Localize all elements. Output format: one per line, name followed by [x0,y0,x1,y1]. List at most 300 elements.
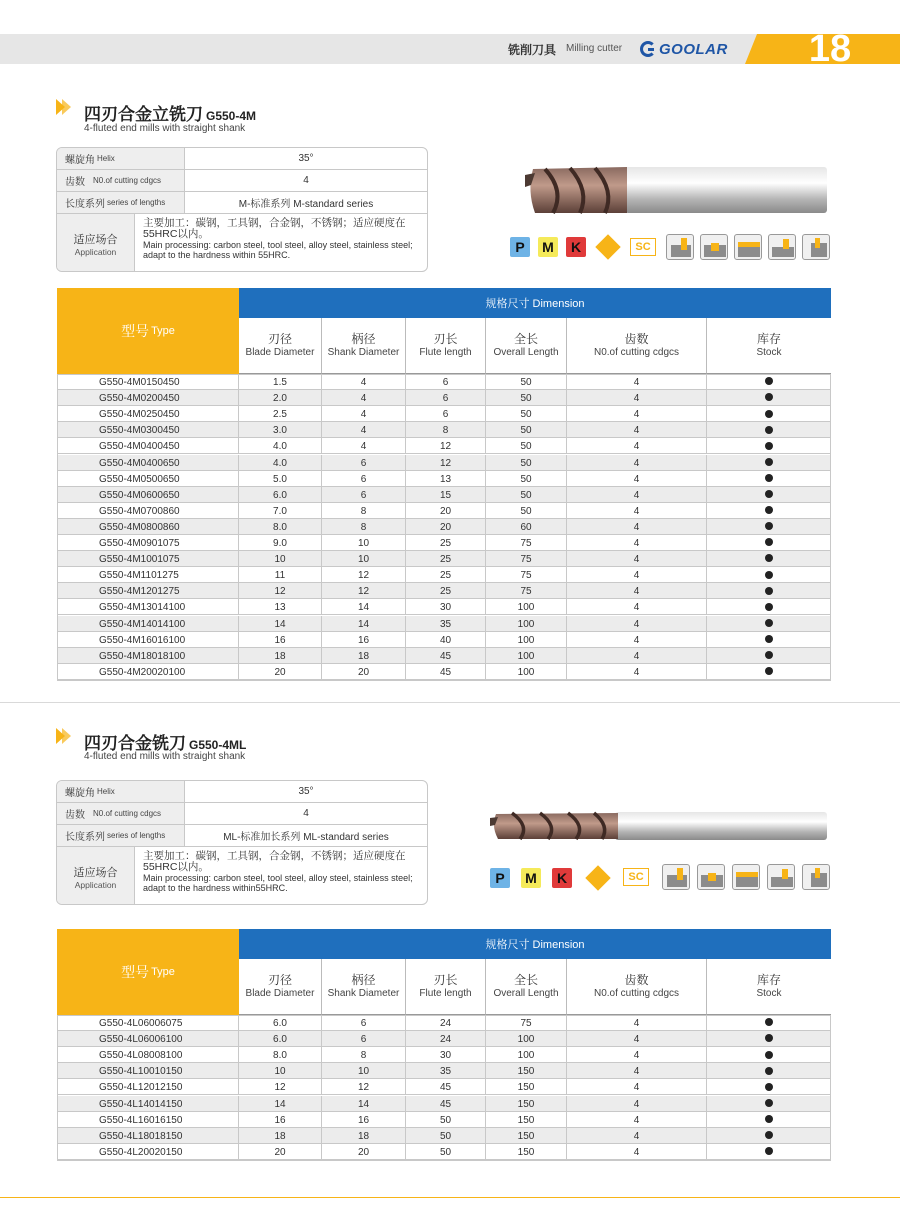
column-header-cn: 齿数 [624,973,649,987]
value-cell: 15 [406,487,486,503]
section-code: G550-4ML [189,738,247,752]
column-header [567,318,707,374]
in-stock-dot-icon [765,474,773,482]
table-row [57,1112,831,1128]
in-stock-dot-icon [765,635,773,643]
model-cell: G550-4M0150450 [57,374,239,390]
side-milling-icon [662,864,690,890]
value-cell: 75 [486,1015,567,1031]
stock-cell [707,616,831,632]
dimension-header: 规格尺寸 Dimension [239,288,831,318]
value-cell: 4 [567,664,707,680]
column-header [322,959,406,1015]
value-cell: 30 [406,599,486,615]
table-row [57,632,831,648]
value-cell: 4 [567,1015,707,1031]
value-cell: 100 [486,648,567,664]
column-header-cn: 刃径 [267,332,292,346]
column-header-en: Shank Diameter [327,988,400,999]
face-milling-icon [734,234,762,260]
in-stock-dot-icon [765,1067,773,1075]
application-label: 适应场合 [73,866,118,879]
spec-box [56,147,428,272]
value-cell: 4 [567,519,707,535]
model-cell: G550-4M1201275 [57,583,239,599]
column-header [239,959,322,1015]
section-title-cn: 四刃合金铣刀 [84,734,186,753]
in-stock-dot-icon [765,571,773,579]
value-cell: 75 [486,583,567,599]
value-cell: 11 [239,567,322,583]
spec-row-length [57,192,427,214]
value-cell: 4 [567,648,707,664]
stock-cell [707,567,831,583]
model-cell: G550-4M0800860 [57,519,239,535]
stock-cell [707,487,831,503]
model-cell: G550-4L12012150 [57,1079,239,1095]
plunge-milling-icon [802,234,830,260]
material-k-icon: K [552,868,572,888]
column-header-en: Flute length [419,347,472,358]
face-milling-icon [732,864,760,890]
value-cell: 4 [567,1128,707,1144]
application-label-en: Application [74,246,117,257]
value-cell: 75 [486,567,567,583]
application-value [135,847,427,905]
value-cell: 6 [406,406,486,422]
model-cell: G550-4M0700860 [57,503,239,519]
model-cell: G550-4M0400450 [57,438,239,454]
value-cell: 6 [406,374,486,390]
column-header-en: Blade Diameter [245,347,315,358]
column-header [406,318,486,374]
header-title-en: Milling cutter [566,43,623,54]
value-cell: 14 [322,1096,406,1112]
flutes-label: 齿数 [65,810,85,821]
table-row [57,1144,831,1160]
table-row [57,648,831,664]
flutes-value: 4 [303,175,309,186]
value-cell: 4 [567,422,707,438]
value-cell: 20 [322,664,406,680]
material-m-icon: M [521,868,541,888]
stock-cell [707,1096,831,1112]
model-cell: G550-4M1001075 [57,551,239,567]
model-cell: G550-4L10010150 [57,1063,239,1079]
value-cell: 20 [239,664,322,680]
table-row [57,599,831,615]
column-header-en: N0.of cutting cdgcs [593,988,680,999]
value-cell: 25 [406,583,486,599]
value-cell: 12 [239,1079,322,1095]
value-cell: 6 [322,1031,406,1047]
value-cell: 12 [406,438,486,454]
value-cell: 4 [322,374,406,390]
table-row [57,1047,831,1063]
value-cell: 6 [322,455,406,471]
model-cell: G550-4L06006100 [57,1031,239,1047]
model-cell: G550-4M0600650 [57,487,239,503]
value-cell: 8.0 [239,519,322,535]
flutes-label-en: N0.of cutting cdgcs [93,176,162,185]
column-header [239,318,322,374]
model-cell: G550-4L18018150 [57,1128,239,1144]
value-cell: 4 [567,1079,707,1095]
flutes-label: 齿数 [65,177,85,188]
in-stock-dot-icon [765,506,773,514]
table-row [57,583,831,599]
value-cell: 50 [486,406,567,422]
application-value-cn: 主要加工：碳钢，工具钢，合金钢，不锈钢；适应硬度在55HRC以内。 [143,217,406,240]
column-header-cn: 库存 [756,332,781,346]
model-cell: G550-4M0500650 [57,471,239,487]
table-row [57,1079,831,1095]
value-cell: 4 [567,374,707,390]
value-cell: 4 [322,438,406,454]
in-stock-dot-icon [765,426,773,434]
value-cell: 4 [567,471,707,487]
table-row [57,471,831,487]
table-row [57,664,831,680]
column-header-en: Shank Diameter [327,347,400,358]
value-cell: 150 [486,1144,567,1160]
column-header [486,318,567,374]
in-stock-dot-icon [765,1131,773,1139]
stock-cell [707,1063,831,1079]
in-stock-dot-icon [765,393,773,401]
value-cell: 10 [322,1063,406,1079]
column-header-cn: 柄径 [351,332,376,346]
helix-label-en: Helix [97,154,115,163]
application-label: 适应场合 [73,233,118,246]
type-header [57,288,239,374]
header-title-cn: 铣削刀具 [508,43,557,57]
value-cell: 18 [239,1128,322,1144]
value-cell: 35 [406,1063,486,1079]
model-cell: G550-4M0300450 [57,422,239,438]
column-header-en: Stock [756,347,782,358]
value-cell: 4 [567,616,707,632]
value-cell: 12 [322,567,406,583]
column-header [486,959,567,1015]
value-cell: 4 [567,632,707,648]
value-cell: 6 [322,487,406,503]
in-stock-dot-icon [765,651,773,659]
section-code: G550-4M [206,109,257,123]
spec-row-helix [57,148,427,170]
table-row [57,1096,831,1112]
stock-cell [707,1079,831,1095]
model-cell: G550-4M14014100 [57,616,239,632]
in-stock-dot-icon [765,410,773,418]
value-cell: 12 [406,455,486,471]
column-header [707,318,831,374]
column-header-cn: 库存 [756,973,781,987]
value-cell: 13 [406,471,486,487]
value-cell: 150 [486,1063,567,1079]
value-cell: 6.0 [239,1031,322,1047]
value-cell: 50 [406,1144,486,1160]
value-cell: 14 [322,599,406,615]
model-cell: G550-4M20020100 [57,664,239,680]
length-value: ML-标准加长系列 ML-standard series [223,832,389,843]
length-label-en: series of lengths [107,831,166,840]
value-cell: 100 [486,1047,567,1063]
value-cell: 8 [322,519,406,535]
stock-cell [707,503,831,519]
value-cell: 25 [406,567,486,583]
value-cell: 150 [486,1128,567,1144]
column-header [406,959,486,1015]
table-row [57,406,831,422]
model-cell: G550-4M1101275 [57,567,239,583]
table-row [57,1128,831,1144]
table-row [57,1031,831,1047]
section-title [84,100,256,125]
table-row [57,519,831,535]
dimension-header: 规格尺寸 Dimension [239,929,831,959]
value-cell: 14 [322,616,406,632]
model-cell: G550-4L14014150 [57,1096,239,1112]
length-label: 长度系列 [65,832,105,843]
table-row [57,487,831,503]
application-value-en: Main processing: carbon steel, tool steel, alloy steel, stainless steel; adapt to the hardness within 55HRC. [143,240,413,260]
type-header-en: Type [151,325,175,337]
stock-cell [707,648,831,664]
value-cell: 4 [567,535,707,551]
helix-value: 35° [298,786,314,797]
stock-cell [707,583,831,599]
value-cell: 13 [239,599,322,615]
value-cell: 4 [567,406,707,422]
value-cell: 18 [322,1128,406,1144]
table-row [57,551,831,567]
column-header-en: Overall Length [493,988,559,999]
table-row [57,1063,831,1079]
in-stock-dot-icon [765,1115,773,1123]
model-cell: G550-4M18018100 [57,648,239,664]
stock-cell [707,551,831,567]
value-cell: 10 [239,551,322,567]
value-cell: 3.0 [239,422,322,438]
stock-cell [707,1015,831,1031]
coating-badge: SC [623,868,649,886]
coating-badge: SC [630,238,656,256]
value-cell: 4 [567,1063,707,1079]
value-cell: 50 [486,455,567,471]
column-header-en: Blade Diameter [245,988,315,999]
in-stock-dot-icon [765,538,773,546]
slotting-icon [700,234,728,260]
page-number: 18 [808,28,852,70]
table-row [57,455,831,471]
value-cell: 4 [567,390,707,406]
table-row [57,390,831,406]
flutes-value: 4 [303,808,309,819]
value-cell: 1.5 [239,374,322,390]
value-cell: 100 [486,616,567,632]
shoulder-milling-icon [768,234,796,260]
value-cell: 12 [239,583,322,599]
in-stock-dot-icon [765,1147,773,1155]
helix-label: 螺旋角 [65,788,95,799]
section-arrow-icon [56,99,72,115]
brand-logo [640,39,728,59]
value-cell: 50 [486,390,567,406]
value-cell: 6 [322,1015,406,1031]
model-cell: G550-4M0400650 [57,455,239,471]
model-cell: G550-4M13014100 [57,599,239,615]
value-cell: 50 [406,1128,486,1144]
spec-row-application [57,214,427,272]
stock-cell [707,406,831,422]
value-cell: 50 [486,471,567,487]
value-cell: 4 [567,567,707,583]
value-cell: 60 [486,519,567,535]
in-stock-dot-icon [765,587,773,595]
value-cell: 8 [322,1047,406,1063]
hardness-diamond-icon [595,234,620,259]
value-cell: 45 [406,1096,486,1112]
value-cell: 50 [486,374,567,390]
model-cell: G550-4M0200450 [57,390,239,406]
value-cell: 8 [322,503,406,519]
in-stock-dot-icon [765,1099,773,1107]
column-header-cn: 柄径 [351,973,376,987]
value-cell: 100 [486,664,567,680]
value-cell: 4 [567,551,707,567]
table-row [57,616,831,632]
stock-cell [707,374,831,390]
model-cell: G550-4L06006075 [57,1015,239,1031]
value-cell: 16 [322,1112,406,1128]
value-cell: 4 [322,390,406,406]
value-cell: 100 [486,1031,567,1047]
value-cell: 4 [567,1096,707,1112]
stock-cell [707,1047,831,1063]
in-stock-dot-icon [765,554,773,562]
type-header [57,929,239,1015]
in-stock-dot-icon [765,1051,773,1059]
table-row [57,567,831,583]
column-header-cn: 齿数 [624,332,649,346]
column-header-cn: 全长 [513,973,538,987]
in-stock-dot-icon [765,377,773,385]
value-cell: 8 [406,422,486,438]
value-cell: 40 [406,632,486,648]
value-cell: 4 [567,1031,707,1047]
end-mill-image [525,165,830,217]
model-cell: G550-4M16016100 [57,632,239,648]
section-subtitle: 4-fluted end mills with straight shank [84,751,246,762]
value-cell: 35 [406,616,486,632]
material-m-icon: M [538,237,558,257]
helix-label: 螺旋角 [65,155,95,166]
value-cell: 75 [486,551,567,567]
section-arrow-icon [56,728,72,744]
column-header-cn: 刃长 [433,332,458,346]
model-cell: G550-4L16016150 [57,1112,239,1128]
type-header-cn: 型号 [121,964,150,980]
value-cell: 50 [486,487,567,503]
material-p-icon: P [510,237,530,257]
in-stock-dot-icon [765,442,773,450]
value-cell: 4 [567,599,707,615]
column-header-en: Stock [756,988,782,999]
in-stock-dot-icon [765,603,773,611]
spec-row-flutes [57,803,427,825]
value-cell: 150 [486,1096,567,1112]
value-cell: 150 [486,1079,567,1095]
spec-row-flutes [57,170,427,192]
column-header-cn: 刃长 [433,973,458,987]
in-stock-dot-icon [765,1083,773,1091]
application-value-cn: 主要加工：碳钢，工具钢，合金钢，不锈钢；适应硬度在55HRC以内。 [143,850,406,873]
in-stock-dot-icon [765,522,773,530]
column-header-cn: 全长 [513,332,538,346]
table-row [57,503,831,519]
logo-text: GOOLAR [659,40,728,58]
value-cell: 4 [567,1112,707,1128]
value-cell: 24 [406,1031,486,1047]
material-p-icon: P [490,868,510,888]
table-row [57,535,831,551]
model-cell: G550-4M0250450 [57,406,239,422]
value-cell: 14 [239,616,322,632]
application-label-en: Application [74,879,117,890]
value-cell: 100 [486,632,567,648]
value-cell: 45 [406,1079,486,1095]
value-cell: 50 [486,438,567,454]
column-header [567,959,707,1015]
stock-cell [707,535,831,551]
value-cell: 12 [322,1079,406,1095]
application-value [135,214,427,272]
flutes-label-en: N0.of cutting cdgcs [93,809,162,818]
stock-cell [707,455,831,471]
value-cell: 50 [486,503,567,519]
value-cell: 100 [486,599,567,615]
column-header [322,318,406,374]
stock-cell [707,471,831,487]
stock-cell [707,390,831,406]
material-k-icon: K [566,237,586,257]
value-cell: 30 [406,1047,486,1063]
value-cell: 25 [406,535,486,551]
stock-cell [707,1128,831,1144]
value-cell: 4 [567,455,707,471]
slotting-icon [697,864,725,890]
model-cell: G550-4L20020150 [57,1144,239,1160]
stock-cell [707,422,831,438]
value-cell: 20 [239,1144,322,1160]
footer-line [0,1197,900,1198]
value-cell: 6 [322,471,406,487]
value-cell: 24 [406,1015,486,1031]
value-cell: 14 [239,1096,322,1112]
spec-row-helix [57,781,427,803]
hardness-diamond-icon [585,865,610,890]
application-value-en: Main processing: carbon steel, tool steel, alloy steel, stainless steel; adapt to the hardness within55HRC. [143,873,413,893]
column-header-en: Overall Length [493,347,559,358]
value-cell: 2.5 [239,406,322,422]
value-cell: 16 [239,1112,322,1128]
helix-value: 35° [298,153,314,164]
in-stock-dot-icon [765,490,773,498]
in-stock-dot-icon [765,667,773,675]
value-cell: 4 [567,1144,707,1160]
value-cell: 12 [322,583,406,599]
